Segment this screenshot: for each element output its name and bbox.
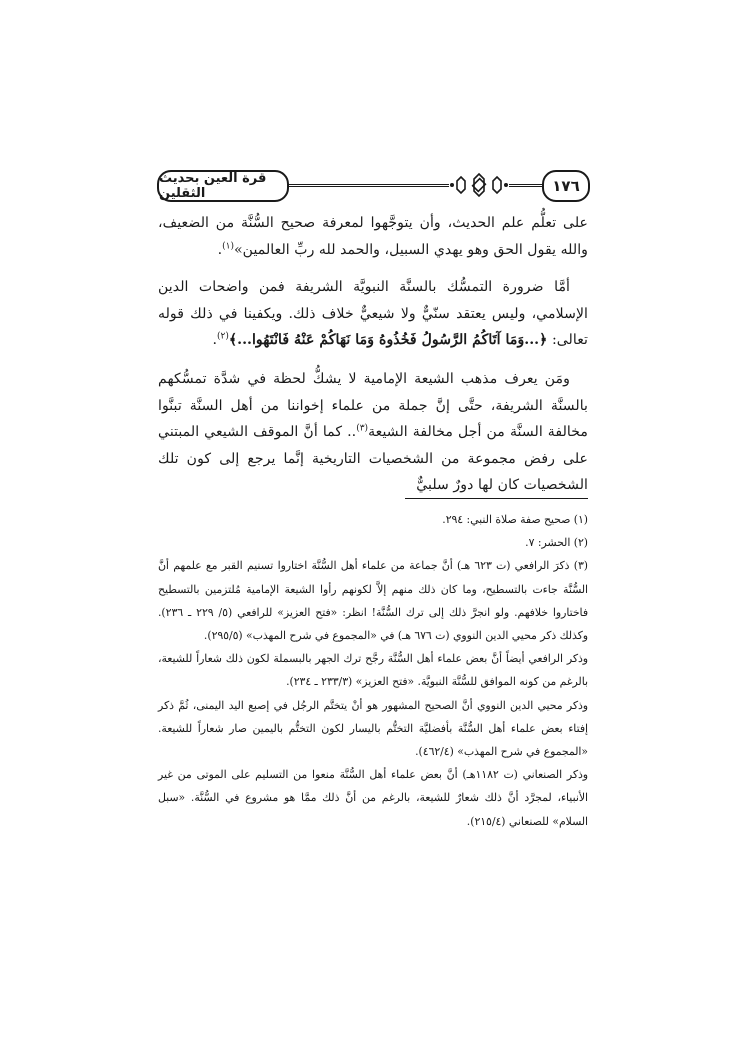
footnotes (158, 508, 588, 833)
paragraph-3-continuation: .. كما أنَّ الموقف الشيعي المبتني على رفض مجموعة من الشخصيات التاريخية إنَّما يرجع إلى كون تلك الشخصيات كان لها دورٌ سلبيٌّ (158, 424, 588, 493)
paragraph-3-text: ومَن يعرف مذهب الشيعة الإمامية لا يشكُّ لحظة في شدَّة تمسُّكهم بالسنَّة الشريفة، حتَّى إنَّ جملة من علماء إخواننا من أهل السنَّة تبنَّوا مخالفة السنَّة من أجل مخالفة الشيعة (158, 371, 588, 440)
footnote-3-continued-basmala: وذكر الرافعي أيضاً أنَّ بعض علماء أهل السُّنَّة رجَّح ترك الجهر بالبسملة لكون ذلك شعاراً للشيعة، بالرغم من كونه الموافق للسُّنَّة النبويَّة. «فتح العزيز» (٢٣٣/٣ ـ ٢٣٤). (158, 652, 588, 689)
paragraph-1 (158, 210, 588, 263)
paragraph-2-text: أمَّا ضرورة التمسُّك بالسنَّة النبويَّة الشريفة فمن واضحات الدين الإسلامي، وليس يعتقد سنّيٌّ ولا شيعيٌّ خلاف ذلك. ويكفينا في ذلك قوله تعالى: (158, 279, 588, 348)
footnote-1: (١) صحيح صفة صلاة النبي: ٢٩٤. (442, 513, 588, 526)
page-header (157, 168, 590, 202)
footnote-3-continued-greeting: وذكر الصنعاني (ت ١١٨٢هـ) أنَّ بعض علماء أهل السُّنَّة منعوا من التسليم على الموتى من غير الأنبياء، لمجرَّد أنَّ ذلك شعارٌ للشيعة، بالرغم من أنَّ ذلك ممَّا هو مشروع في السُّنَّة. «سبل السلام» للصنعاني (٢١٥/٤). (158, 768, 588, 828)
footnote-separator (405, 498, 588, 499)
page-number: ١٧٦ (552, 177, 580, 195)
footnote-3: (٣) ذكرَ الرافعي (ت ٦٢٣ هـ) أنَّ جماعة من علماء أهل السُّنَّة اختاروا تسنيم القبر مع علمهم أنَّ السُّنَّة جاءت بالتسطيح، وما كان ذلك منهم إلاَّ لكونهم رأوا الشيعة الإمامية مُلتزمين بالتسطيح فاختاروا خلافهم. ولو انجرَّ ذلك إلى ترك السُّنَّة! انظر: «فتح العزيز» للرافعي (٥/ ٢٢٩ ـ ٢٣٦). وكذلك ذكر محيي الدين النووي (ت ٦٧٦ هـ) في «المجموع في شرح المهذب» (٢٩٥/٥). (158, 559, 589, 643)
footnote-ref-2: (٢) (216, 331, 229, 342)
footnote-2: (٢) الحشر: ٧. (525, 536, 588, 550)
ornament-icon (449, 168, 509, 202)
running-title (157, 170, 289, 202)
paragraph-1-end: . (217, 241, 223, 258)
page-number-badge (542, 170, 590, 202)
paragraph-3 (158, 366, 588, 499)
running-title-text: قرة العين بحديث الثقلين (159, 171, 267, 201)
footnote-ref-1: (١) (222, 240, 234, 251)
footnote-3-continued-ring: وذكر محيي الدين النووي أنَّ الصحيح المشهور هو أنْ يتختَّم الرجُل في إصبع اليد اليمنى، ثُمَّ ذكر إفتاء بعض علماء أهل السُّنَّة بأفضليَّة التختُّم باليسار لكون التختُّم باليمين صار شعاراً للشيعة. «المجموع في شرح المهذب» (٤٦٢/٤). (158, 698, 588, 759)
paragraph-2 (158, 274, 588, 354)
paragraph-1-text: على تعلُّم علم الحديث، وأن يتوجَّهوا لمعرفة صحيح السُّنَّة من الضعيف، والله يقول الحق وهو يهدي السبيل، والحمد لله ربِّ العالمين» (158, 215, 588, 258)
quran-verse: ﴿...وَمَا آتَاكُمُ الرَّسُولُ فَخُذُوهُ وَمَا نَهَاكُمْ عَنْهُ فَانْتَهُوا...﴾ (228, 332, 548, 348)
paragraph-2-end: . (212, 332, 217, 348)
footnote-ref-3: (٣) (356, 423, 369, 434)
